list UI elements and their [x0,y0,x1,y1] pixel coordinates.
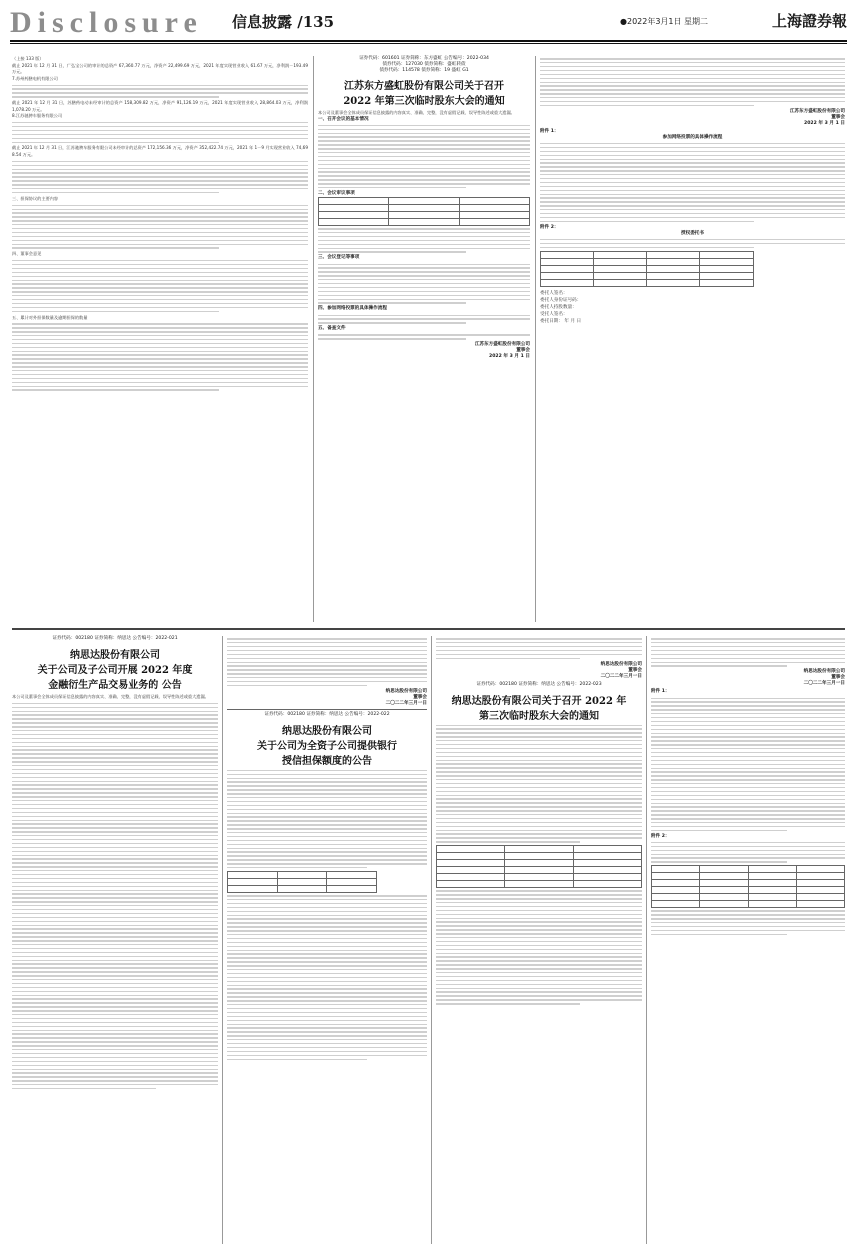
annex-2-label: 附件 2： [651,833,670,839]
notice-b-signature: 纳思达股份有限公司 董事会 二〇二二年三月一日 [385,688,427,706]
masthead-rule [10,40,847,42]
notice-d-right-column [651,636,845,1244]
notice-a-intro: 本公司及董事会全体成员保证信息披露的内容真实、准确、完整，没有虚假记载、误导性陈述或重大遗漏。 [318,110,515,115]
notice-d-title-1: 纳思达股份有限公司关于召开 2022 年 [451,695,627,707]
guarantee-table [227,871,377,893]
notice-b-title-2: 金融衍生产品交易业务的 公告 [48,680,182,691]
agenda-table [436,845,642,888]
notice-a-title: 2022 年第三次临时股东大会的通知 [343,96,505,107]
annex-2-title: 授权委托书 [681,230,704,236]
notice-b-meta: 证券代码：002180 证券简称：纳思达 公告编号：2022-021 [52,636,178,641]
column-divider [646,636,647,1244]
paragraph: 截止 2021 年 12 月 31 日，苏膳药电动未经审计的总资产 158,309.82 万元，净资产 91,126.19 万元，2021 年度实现营业收入 28,864.03 万元，净利润 1,078.20 万元。 [12,100,310,112]
annex-2-label: 附件 2： [540,224,559,230]
column-divider [313,56,314,622]
notice-d-title-2: 第三次临时股东大会的通知 [479,710,599,722]
paragraph: 五、累计对外担保数量及逾期担保的数量 [12,314,88,320]
continued-heading: （上接 133 版） [12,56,44,61]
proxy-vote-table [540,251,754,287]
section-title: 信息披露 /135 [232,13,335,31]
notice-d-signature: 纳思达股份有限公司 董事会 二〇二二年三月一日 [803,669,845,687]
paragraph: 截止 2021 年 12 月 31 日，广弘宝公司的审计的总资产 67,360.77 万元，净资产 22,499.69 万元，2021 年度实现营业收入 61.67 万元，净利润－193.49 万元。 [12,62,310,75]
notice-b-intro: 本公司及董事会全体成员保证信息披露的内容真实、准确、完整，没有虚假记载、误导性陈述或重大遗漏。 [12,694,209,699]
notice-a-section: 五、备查文件 [318,326,346,332]
notice-a-signature-repeat: 江苏东方盛虹股份有限公司 董事会 2022 年 3 月 1 日 [789,108,845,126]
column-divider [535,56,536,622]
notice-a-right-column [540,56,845,622]
paragraph: 截止 2021 年 12 月 31 日，江苏驰骋车服务有限公司未经审计的总资产 172,156.36 万元，净资产 352,422.74 万元，2021 年 1－9 月实现营业收入 74,698.54 万元。 [12,145,308,158]
column-divider [431,636,432,1244]
notice-b-title-1: 关于公司及子公司开展 2022 年度 [37,665,193,676]
paragraph: 三、担保协议的主要内容 [12,195,59,201]
newspaper-brand: 上海證券報 [771,12,847,30]
paragraph: 8.江苏驰骋车服务有限公司 [12,113,63,119]
notice-c-title-2: 授信担保额度的公告 [282,755,372,767]
notice-c-signature: 纳思达股份有限公司 董事会 二〇二二年三月一日 [600,661,642,679]
proxy-vote-table [651,865,845,908]
notice-c-title-1: 关于公司为全资子公司提供银行 [257,740,397,752]
notice-d-meta: 证券代码：002180 证券简称：纳思达 公告编号：2022-023 [476,681,602,687]
notice-a-meta: 证券代码：601601 证券简称：东方盛虹 公告编号：2022-034 债券代码：127030 债券简称：盛虹转债 债券代码：114578 债券简称：19 盛虹 G1 [359,56,489,73]
annex-1-title: 参加网络投票的具体操作流程 [662,134,723,140]
column-divider [222,636,223,1244]
notice-d-column [436,636,642,1244]
notice-a-section: 四、参加网络投票的具体操作流程 [318,306,387,312]
notice-a-column [318,56,530,622]
notice-c-column [227,636,427,1244]
agenda-table [318,197,530,226]
masthead-rule-thin [10,43,847,44]
notice-b-column [12,636,218,1244]
notice-a-section: 三、会议登记等事项 [318,255,360,261]
annex-1-label: 附件 1： [651,689,670,695]
edition-date: ●2022年3月1日 星期二 [620,17,709,26]
paragraph: 7.苏州药膳电机有限公司 [12,75,58,81]
top-left-column [12,56,308,622]
notice-a-company: 江苏东方盛虹股份有限公司关于召开 [344,81,504,92]
horizontal-divider [12,628,845,630]
proxy-signatures: 委托人签名： 委托人身份证号码： 委托人持股数量： 受托人签名： 委托日期： 年 月 日 [540,290,582,324]
notice-a-signature: 江苏东方盛虹股份有限公司 董事会 2022 年 3 月 1 日 [474,342,530,360]
notice-c-company: 纳思达股份有限公司 [282,725,372,737]
paragraph: 四、董事会意见 [12,251,42,257]
notice-b-company: 纳思达股份有限公司 [70,650,160,661]
annex-1-label: 附件 1： [540,128,559,134]
disclosure-logo: Disclosure [10,6,203,39]
notice-a-section: 二、会议审议事项 [318,190,355,196]
notice-c-meta: 证券代码：002180 证券简称：纳思达 公告编号：2022-022 [264,711,390,717]
notice-a-section: 一、召开会议的基本情况 [318,116,369,122]
